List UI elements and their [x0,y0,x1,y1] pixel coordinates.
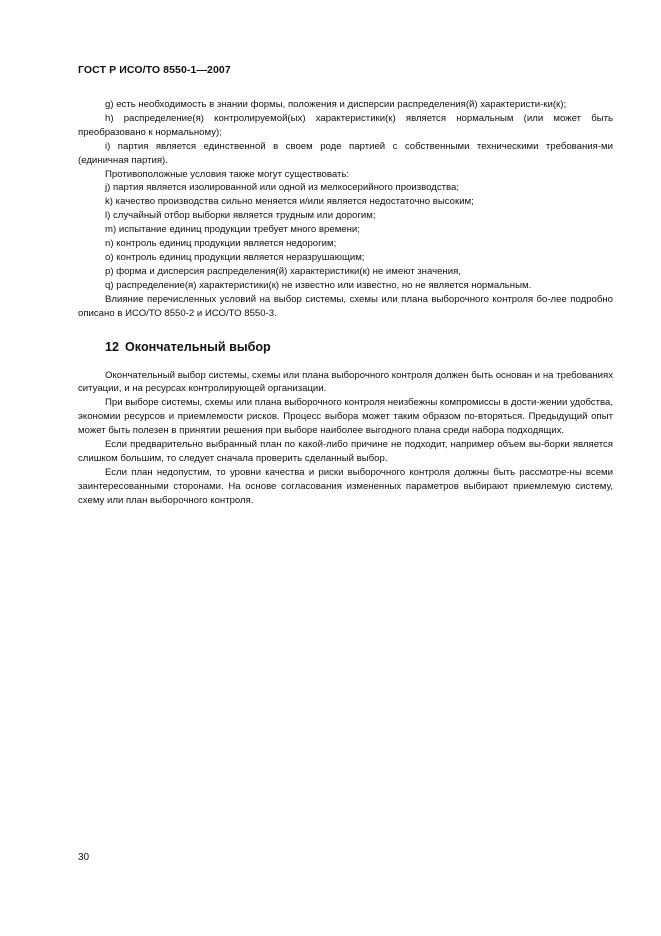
page-number: 30 [78,852,90,863]
influence-paragraph: Влияние перечисленных условий на выбор системы, схемы или плана выборочного контроля бо-лее подробно описано в ИСО/ТО 8550-2 и ИСО/ТО 8550-3. [78,293,613,319]
list-item-k: k) качество производства сильно меняется и/или является недостаточно высоким; [105,196,474,208]
list-item-i: i) партия является единственной в своем роде партией с собственными техническими требования-ми (единичная партия). [78,140,613,166]
list-item-h: h) распределение(я) контролируемой(ых) характеристики(к) является нормальным (или может быть преобразовано к нормальному); [78,112,613,138]
list-item-q: q) распределение(я) характеристики(к) не известно или известно, но не является нормальным. [105,279,532,291]
section-number: 12 [105,339,120,354]
section-paragraph: Если план недопустим, то уровни качества и риски выборочного контроля должны быть рассмотре-ны всеми заинтересованными сторонами. На основе согласования измененных параметров выбирают приемлемую систему, схему или план выборочного контроля. [78,466,613,506]
list-item-m: m) испытание единиц продукции требует много времени; [105,224,360,236]
document-header: ГОСТ Р ИСО/ТО 8550-1—2007 [78,64,231,76]
section-title: Окончательный выбор [125,339,271,354]
opposite-conditions-intro: Противоположные условия также могут существовать: [105,168,350,180]
list-item-g: g) есть необходимость в знании формы, положения и дисперсии распределения(й) характеристи-ки(к); [105,99,567,110]
section-paragraph: Если предварительно выбранный план по какой-либо причине не подходит, например объем вы-борки является слишком большим, то следует сначала проверить сделанный выбор. [78,439,613,464]
list-item-j: j) партия является изолированной или одной из мелкосерийного производства; [105,182,460,194]
list-item-l: l) случайный отбор выборки является трудным или дорогим; [105,210,376,222]
page-body [78,98,613,508]
list-item-n: n) контроль единиц продукции является недорогим; [105,238,337,250]
section-paragraph: Окончательный выбор системы, схемы или плана выборочного контроля должен быть основан и на требованиях ситуации, и на ресурсах контролирующей организации. [78,369,613,395]
section-paragraph: При выборе системы, схемы или плана выборочного контроля неизбежны компромиссы в дости-жении удобства, экономии ресурсов и приемлемости рисков. Процесс выбора может таким образом по-вторяться. Предыдущий опыт может быть полезен в принятии решения при выборе наиболее выгодного плана среди набора подходящих. [78,397,613,437]
list-item-p: p) форма и дисперсия распределения(й) характеристики(к) не имеют значения, [105,265,461,277]
section-heading [78,339,613,355]
list-item-o: o) контроль единиц продукции является неразрушающим; [105,251,365,263]
